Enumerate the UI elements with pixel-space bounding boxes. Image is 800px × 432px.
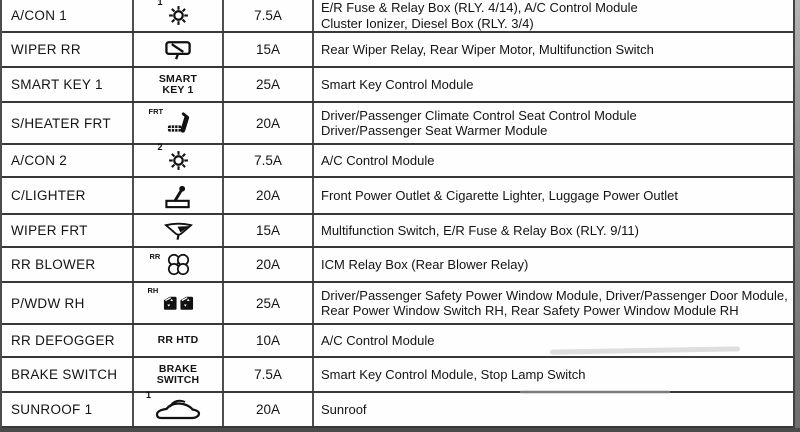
amperage: 25A (224, 68, 314, 101)
front-wiper-icon (164, 221, 193, 241)
symbol-cell (134, 103, 224, 143)
table-row (2, 142, 793, 178)
table-row (2, 68, 793, 103)
table-row (2, 358, 793, 393)
symbol-cell (134, 33, 224, 66)
icon-superscript: 1 (146, 390, 152, 400)
amperage: 20A (224, 248, 314, 281)
protected-components (314, 283, 793, 323)
amperage: 7.5A (224, 0, 314, 31)
protected-components (314, 358, 793, 391)
amperage: 15A (224, 215, 314, 246)
protected-components (314, 178, 793, 213)
fuse-name: A/CON 2 (2, 145, 134, 176)
table-row (2, 178, 793, 215)
symbol-cell (134, 215, 224, 246)
page-edge-right (795, 0, 800, 432)
table-row (2, 325, 793, 358)
protected-components (314, 103, 793, 143)
fuse-name: A/CON 1 (2, 0, 134, 31)
amperage: 20A (224, 103, 314, 143)
seat-heater-icon (166, 111, 191, 135)
protected-components (314, 145, 793, 176)
desc-line: Smart Key Control Module (321, 76, 474, 92)
symbol-cell (134, 142, 224, 176)
rear-wiper-icon (164, 39, 193, 61)
amperage: 20A (224, 393, 314, 426)
desc-line: Rear Power Window Switch RH, Rear Safety Power Window Module RH (321, 303, 739, 318)
symbol-cell (134, 358, 224, 391)
protected-components (314, 0, 793, 31)
cigarette-lighter-icon (164, 183, 193, 209)
desc-line: A/C Control Module (321, 332, 435, 348)
amperage: 25A (224, 283, 314, 323)
power-window-icon (162, 292, 195, 314)
fuse-name: C/LIGHTER (2, 178, 134, 213)
desc-line: Cluster Ionizer, Diesel Box (RLY. 3/4) (321, 15, 534, 31)
desc-line: Front Power Outlet & Cigarette Lighter, Luggage Power Outlet (321, 187, 678, 203)
table-row (2, 390, 793, 428)
table-row (2, 0, 793, 33)
symbol-cell (134, 325, 224, 356)
symbol-cell (134, 178, 224, 213)
rr-htd-label: RR HTD (157, 334, 199, 346)
fuse-name: S/HEATER FRT (2, 103, 134, 143)
table-row (2, 33, 793, 68)
symbol-cell (134, 390, 224, 426)
amperage: 15A (224, 33, 314, 66)
sunroof-icon (155, 397, 201, 422)
symbol-cell (134, 68, 224, 101)
desc-line: Rear Wiper Relay, Rear Wiper Motor, Multifunction Switch (321, 41, 654, 57)
amperage: 7.5A (224, 358, 314, 391)
brake-switch-label: BRAKE SWITCH (156, 362, 200, 386)
fuse-name: RR DEFOGGER (2, 325, 134, 356)
fuse-name: WIPER RR (2, 33, 134, 66)
fuse-name: SMART KEY 1 (2, 68, 134, 101)
amperage: 7.5A (224, 145, 314, 176)
table-row (2, 103, 793, 145)
table-row (2, 248, 793, 283)
icon-superscript: 1 (157, 0, 163, 7)
ac-snowflake-icon (167, 149, 190, 172)
table-row (2, 283, 793, 325)
protected-components (314, 33, 793, 66)
desc-line: A/C Control Module (321, 152, 435, 168)
desc-line: Driver/Passenger Safety Power Window Module, Driver/Passenger Door Module, (321, 287, 788, 303)
desc-line: Multifunction Switch, E/R Fuse & Relay Box (RLY. 9/11) (321, 222, 639, 238)
fuse-name: RR BLOWER (2, 248, 134, 281)
fuse-name: P/WDW RH (2, 283, 134, 323)
page-edge-bottom (0, 428, 800, 432)
icon-superscript: RR (149, 252, 161, 261)
desc-line: Smart Key Control Module, Stop Lamp Switch (321, 366, 586, 382)
desc-line: E/R Fuse & Relay Box (RLY. 4/14), A/C Control Module (321, 0, 638, 15)
table-row (2, 215, 793, 248)
desc-line: Driver/Passenger Climate Control Seat Control Module (321, 107, 637, 123)
fuse-name: WIPER FRT (2, 215, 134, 246)
symbol-cell (134, 0, 224, 31)
scan-artifact (520, 390, 670, 394)
ac-snowflake-icon (167, 4, 190, 27)
symbol-cell (134, 283, 224, 323)
desc-line: Driver/Passenger Seat Warmer Module (321, 123, 548, 138)
desc-line: ICM Relay Box (Rear Blower Relay) (321, 256, 529, 272)
icon-superscript: FRT (148, 107, 164, 116)
fuse-name: BRAKE SWITCH (2, 358, 134, 391)
protected-components (314, 68, 793, 101)
icon-superscript: 2 (157, 142, 163, 152)
desc-line: Sunroof (321, 401, 367, 417)
protected-components (314, 248, 793, 281)
fuse-name: SUNROOF 1 (2, 393, 134, 426)
smart-key-label: SMART KEY 1 (158, 72, 198, 96)
protected-components (314, 215, 793, 246)
symbol-cell (134, 248, 224, 281)
protected-components (314, 393, 793, 426)
blower-fan-icon (166, 252, 191, 277)
amperage: 10A (224, 325, 314, 356)
icon-superscript: RH (147, 286, 159, 295)
amperage: 20A (224, 178, 314, 213)
